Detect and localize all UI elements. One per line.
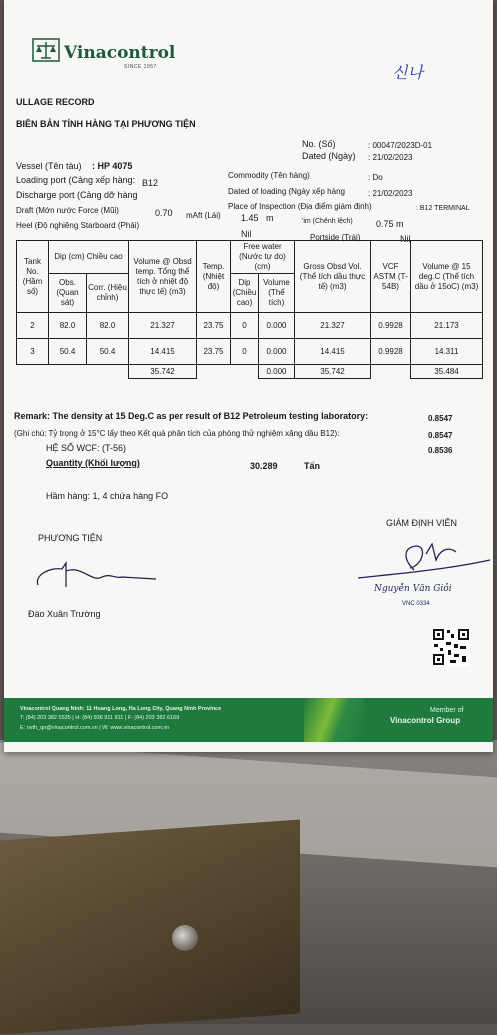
dated-loading-label: Dated of loading (Ngày xếp hàng bbox=[228, 187, 345, 196]
col-free-water: Free water (Nước tự do) (cm) bbox=[231, 241, 295, 274]
fabric-background bbox=[0, 820, 300, 1035]
dated-value: : 21/02/2023 bbox=[368, 153, 413, 162]
heel-port: Nil bbox=[400, 234, 411, 244]
brand-since: SINCE 1957 bbox=[124, 64, 157, 70]
cell-vol15: 14.311 bbox=[411, 339, 483, 365]
cell-fw-dip: 0 bbox=[231, 313, 259, 339]
cell-gross: 14.415 bbox=[295, 339, 371, 365]
handwritten-mark: 신나 bbox=[392, 65, 423, 82]
heel-port-label: Portside (Trái) bbox=[310, 233, 361, 242]
no-label: No. (Số) bbox=[302, 139, 336, 149]
footer-address: Vinacontrol Quang Ninh: 11 Hoang Long, Ha Long City, Quang Ninh Province bbox=[20, 706, 222, 712]
total-vol15: 35.484 bbox=[411, 365, 483, 379]
cell-obs: 50.4 bbox=[49, 339, 87, 365]
commodity-label: Commodity (Tên hàng) bbox=[228, 171, 310, 180]
footer-group: Vinacontrol Group bbox=[390, 716, 461, 725]
heel-starboard: Nil bbox=[241, 229, 252, 239]
cell-tank: 2 bbox=[17, 313, 49, 339]
quantity-value: 30.289 bbox=[250, 461, 278, 471]
ullage-table bbox=[16, 240, 483, 379]
brand-name: Vinacontrol bbox=[64, 43, 176, 63]
col-temp: Temp. (Nhiệt độ) bbox=[197, 241, 231, 313]
draft-aft-label: mAft (Lái) bbox=[186, 211, 221, 220]
draft-unit: m bbox=[266, 213, 274, 223]
vessel-rep-title: PHƯƠNG TIỆN bbox=[38, 533, 103, 543]
dated-loading-value: : 21/02/2023 bbox=[368, 189, 413, 198]
ullage-record-document bbox=[4, 0, 493, 752]
vessel-label: Vessel (Tên tàu) bbox=[16, 161, 82, 171]
vessel-rep-signature bbox=[32, 555, 162, 595]
coat-button bbox=[172, 925, 198, 951]
cell-obs: 82.0 bbox=[49, 313, 87, 339]
vessel-value: : HP 4075 bbox=[92, 161, 133, 171]
commodity-value: : Do bbox=[368, 173, 383, 182]
footer-member-of: Member of bbox=[430, 707, 464, 714]
col-obs: Obs. (Quan sát) bbox=[49, 274, 87, 313]
discharge-port-label: Discharge port (Cảng dỡ hàng bbox=[16, 190, 138, 200]
hold-note: Hầm hàng: 1, 4 chứa hàng FO bbox=[46, 491, 169, 501]
quantity-label: Quantity (Khối lượng) bbox=[46, 458, 140, 468]
col-dip: Dip (cm) Chiều cao bbox=[49, 241, 129, 274]
table-row bbox=[17, 339, 483, 365]
loading-port-label: Loading port (Cảng xếp hàng: bbox=[16, 175, 136, 185]
cell-fw-volume: 0.000 bbox=[259, 313, 295, 339]
cell-vol15: 21.173 bbox=[411, 313, 483, 339]
footer-bar bbox=[4, 698, 493, 742]
col-volume: Volume @ Obsd temp. Tổng thể tích ở nhiệt độ thực tế) (m3) bbox=[129, 241, 197, 313]
inspector-title: GIÁM ĐỊNH VIÊN bbox=[386, 518, 458, 528]
title-vi: BIÊN BẢN TÍNH HÀNG TẠI PHƯƠNG TIỆN bbox=[16, 119, 196, 129]
inspector-signature bbox=[344, 540, 494, 585]
remark-value: 0.8547 bbox=[428, 414, 453, 423]
inspector-code: VNC 0334 bbox=[402, 601, 430, 607]
col-fw-volume: Volume (Thể tích) bbox=[259, 274, 295, 313]
cell-fw-dip: 0 bbox=[231, 339, 259, 365]
no-value: : 00047/2023D-01 bbox=[368, 141, 433, 150]
wcf-text: HỆ SỐ WCF: (T-56) bbox=[46, 443, 127, 453]
cell-gross: 21.327 bbox=[295, 313, 371, 339]
total-volume: 35.742 bbox=[129, 365, 197, 379]
cell-volume: 21.327 bbox=[129, 313, 197, 339]
col-tank: Tank No. (Hầm số) bbox=[17, 241, 49, 313]
inspector-name: Nguyễn Văn Giỏi bbox=[374, 584, 452, 594]
quantity-unit: Tấn bbox=[304, 461, 321, 471]
footer-email-web: E: nvth_qn@vinacontrol.com.vn | W: www.vinacontrol.com.vn bbox=[20, 725, 170, 731]
table-header-row bbox=[17, 241, 483, 274]
cell-corr: 50.4 bbox=[87, 339, 129, 365]
col-vol15: Volume @ 15 deg.C (Thể tích dầu ở 15oC) (m3) bbox=[411, 241, 483, 313]
cell-volume: 14.415 bbox=[129, 339, 197, 365]
trim-label: 'im (Chênh lệch) bbox=[302, 218, 353, 225]
vessel-rep-name: Đào Xuân Trường bbox=[28, 609, 101, 619]
place-inspection-label: Place of Inspection (Địa điểm giám định) bbox=[228, 202, 372, 211]
total-gross: 35.742 bbox=[295, 365, 371, 379]
ghichu-text: (Ghi chú: Tỷ trọng ở 15°C lấy theo Kết quả phân tích của phòng thử nghiệm xăng dầu B12): bbox=[14, 429, 340, 438]
cell-vcf: 0.9928 bbox=[371, 339, 411, 365]
logo bbox=[32, 38, 60, 67]
qr-code-icon bbox=[432, 628, 470, 666]
col-fw-dip: Dip (Chiều cao) bbox=[231, 274, 259, 313]
loading-port-value: B12 bbox=[142, 178, 159, 188]
trim-value: 0.75 m bbox=[376, 219, 404, 229]
draft-aft: 1.45 bbox=[241, 213, 259, 223]
cell-temp: 23.75 bbox=[197, 313, 231, 339]
cell-temp: 23.75 bbox=[197, 339, 231, 365]
total-fw-volume: 0.000 bbox=[259, 365, 295, 379]
col-vcf: VCF ASTM (T-54B) bbox=[371, 241, 411, 313]
dated-label: Dated (Ngày) bbox=[302, 151, 356, 161]
footer-accent-stripe bbox=[304, 698, 364, 742]
place-inspection-value: : B12 TERMINAL bbox=[416, 205, 470, 212]
draft-label: Draft (Mớn nước Force (Mũi) bbox=[16, 206, 119, 215]
draft-fore: 0.70 bbox=[155, 208, 173, 218]
col-corr: Corr. (Hiệu chỉnh) bbox=[87, 274, 129, 313]
cell-vcf: 0.9928 bbox=[371, 313, 411, 339]
scale-logo-icon bbox=[32, 38, 60, 62]
cell-fw-volume: 0.000 bbox=[259, 339, 295, 365]
title-en: ULLAGE RECORD bbox=[16, 97, 95, 107]
cell-corr: 82.0 bbox=[87, 313, 129, 339]
wcf-value: 0.8536 bbox=[428, 446, 453, 455]
remark-text: Remark: The density at 15 Deg.C as per result of B12 Petroleum testing laboratory: bbox=[14, 411, 369, 421]
col-gross: Gross Obsd Vol. (Thể tích dầu thực tế) (m3) bbox=[295, 241, 371, 313]
totals-row bbox=[17, 365, 483, 379]
heel-label: Heel (Độ nghiêng Starboard (Phải) bbox=[16, 221, 140, 230]
cell-tank: 3 bbox=[17, 339, 49, 365]
footer-phones: T: (84) 203 382 5535 | H: (84) 936 911 811 | F: (84) 203 382 6169 bbox=[20, 715, 180, 721]
table-row bbox=[17, 313, 483, 339]
ghichu-value: 0.8547 bbox=[428, 431, 453, 440]
